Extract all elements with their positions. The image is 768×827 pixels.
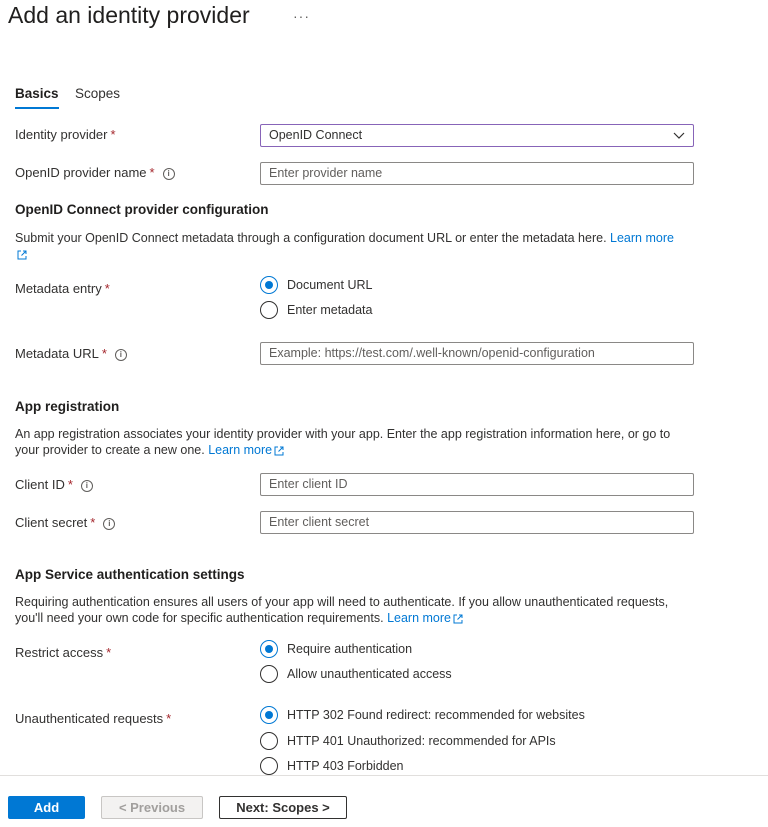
radio-http-302[interactable] <box>260 706 585 724</box>
footer-divider <box>0 775 768 776</box>
radio-label: Require authentication <box>287 642 413 656</box>
metadata-url-input[interactable]: Example: https://test.com/.well-known/openid-configuration <box>260 342 694 365</box>
restrict-access-label <box>15 645 111 660</box>
metadata-url-label <box>15 346 127 361</box>
client-id-label <box>15 477 93 492</box>
radio-label: Document URL <box>287 278 373 292</box>
radio-allow-unauthenticated[interactable] <box>260 665 452 683</box>
provider-name-label <box>15 165 175 180</box>
label-text: Metadata entry <box>15 281 102 296</box>
radio-label: HTTP 302 Found redirect: recommended for websites <box>287 708 585 722</box>
metadata-entry-label <box>15 281 110 296</box>
label-text: OpenID provider name <box>15 165 147 180</box>
label-text: Metadata URL <box>15 346 99 361</box>
info-icon[interactable]: i <box>163 168 175 180</box>
info-icon[interactable]: i <box>103 518 115 530</box>
client-id-input[interactable]: Enter client ID <box>260 473 694 496</box>
info-icon[interactable]: i <box>81 480 93 492</box>
label-text: Client ID <box>15 477 65 492</box>
radio-unselected-icon <box>260 301 278 319</box>
radio-selected-icon <box>260 276 278 294</box>
radio-selected-icon <box>260 706 278 724</box>
page-title: Add an identity provider <box>8 2 250 28</box>
description-text: Requiring authentication ensures all users of your app will need to authenticate. If you allow unauthenticated requests, you'll need your own code for specific authentication requirements. <box>15 595 669 625</box>
description-text: Submit your OpenID Connect metadata through a configuration document URL or enter the metadata here. <box>15 231 607 245</box>
previous-button[interactable]: < Previous <box>101 796 203 819</box>
required-marker: * <box>104 281 110 296</box>
radio-label: Allow unauthenticated access <box>287 667 452 681</box>
radio-http-403[interactable] <box>260 757 404 775</box>
unauth-requests-label <box>15 711 171 726</box>
radio-document-url[interactable] <box>260 276 372 294</box>
label-text: Unauthenticated requests <box>15 711 164 726</box>
more-options-button[interactable]: ··· <box>293 8 310 24</box>
oidc-config-heading: OpenID Connect provider configuration <box>15 202 269 217</box>
tab-scopes[interactable]: Scopes <box>75 86 121 101</box>
provider-name-input[interactable]: Enter provider name <box>260 162 694 185</box>
radio-label: HTTP 403 Forbidden <box>287 759 404 773</box>
app-registration-description <box>15 426 695 458</box>
auth-settings-heading: App Service authentication settings <box>15 567 245 582</box>
radio-label: Enter metadata <box>287 303 373 317</box>
tab-basics[interactable]: Basics <box>15 86 59 109</box>
required-marker: * <box>101 346 107 361</box>
identity-provider-label <box>15 127 116 142</box>
learn-more-link[interactable]: Learn more <box>387 611 451 625</box>
label-text: Client secret <box>15 515 88 530</box>
description-text: An app registration associates your identity provider with your app. Enter the app registration information here, or go to your provider to create a new one. <box>15 427 671 457</box>
external-link-icon[interactable] <box>17 250 27 260</box>
oidc-config-description <box>15 230 695 262</box>
radio-unselected-icon <box>260 757 278 775</box>
chevron-down-icon <box>673 129 685 141</box>
radio-require-authentication[interactable] <box>260 640 412 658</box>
add-button[interactable]: Add <box>8 796 85 819</box>
radio-unselected-icon <box>260 732 278 750</box>
info-icon[interactable]: i <box>115 349 127 361</box>
radio-selected-icon <box>260 640 278 658</box>
external-link-icon[interactable] <box>453 614 463 624</box>
external-link-icon[interactable] <box>274 446 284 456</box>
required-marker: * <box>67 477 73 492</box>
radio-enter-metadata[interactable] <box>260 301 372 319</box>
identity-provider-select[interactable] <box>260 124 694 147</box>
label-text: Restrict access <box>15 645 104 660</box>
required-marker: * <box>149 165 155 180</box>
required-marker: * <box>106 645 112 660</box>
client-secret-label <box>15 515 115 530</box>
select-value: OpenID Connect <box>269 128 363 142</box>
radio-http-401[interactable] <box>260 732 556 750</box>
next-scopes-button[interactable]: Next: Scopes > <box>219 796 347 819</box>
radio-unselected-icon <box>260 665 278 683</box>
learn-more-link[interactable]: Learn more <box>208 443 273 457</box>
app-registration-heading: App registration <box>15 399 120 414</box>
client-secret-input[interactable]: Enter client secret <box>260 511 694 534</box>
label-text: Identity provider <box>15 127 108 142</box>
required-marker: * <box>110 127 116 142</box>
radio-label: HTTP 401 Unauthorized: recommended for APIs <box>287 734 556 748</box>
required-marker: * <box>166 711 172 726</box>
required-marker: * <box>90 515 96 530</box>
auth-settings-description <box>15 594 695 626</box>
learn-more-link[interactable]: Learn more <box>610 231 674 245</box>
